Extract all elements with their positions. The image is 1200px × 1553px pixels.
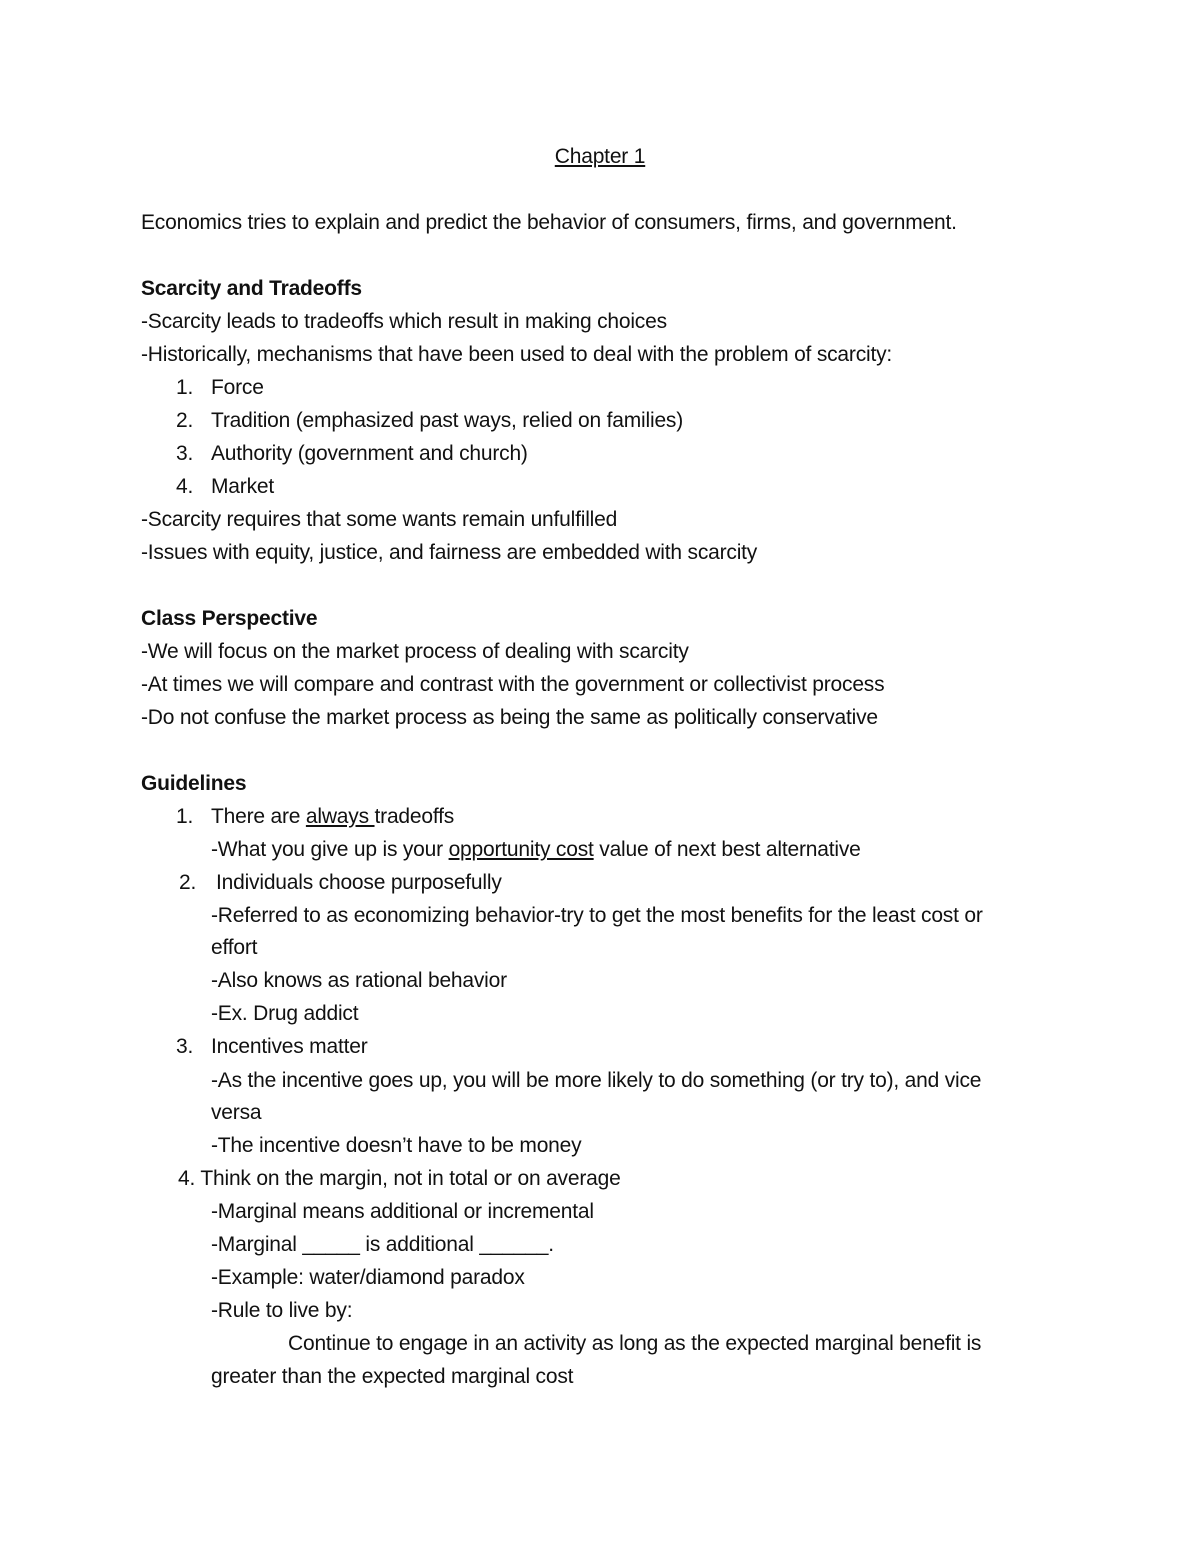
guideline-4: 4. Think on the margin, not in total or on average [178,1167,621,1190]
guideline-text: value of next best alternative [593,838,861,861]
list-number: 3. [176,1035,194,1058]
perspective-line: -At times we will compare and contrast with the government or collectivist process [141,673,885,696]
page-title: Chapter 1 [554,145,646,168]
guideline-2-sub: -Ex. Drug addict [211,1002,359,1025]
section-heading-class-perspective: Class Perspective [141,607,318,630]
guideline-text: There are [211,805,306,828]
guideline-4-sub: -Marginal means additional or incremental [211,1200,594,1223]
scarcity-line: -Scarcity requires that some wants remain unfulfilled [141,508,618,531]
guideline-1 [211,804,454,830]
perspective-line: -Do not confuse the market process as being the same as politically conservative [141,706,878,729]
scarcity-line: -Historically, mechanisms that have been used to deal with the problem of scarcity: [141,343,893,366]
rule-text: Continue to engage in an activity as long as the expected marginal benefit is [288,1332,982,1355]
guideline-text: -What you give up is your [211,838,449,861]
scarcity-line: -Scarcity leads to tradeoffs which result in making choices [141,310,667,333]
guideline-text: tradeoffs [374,805,455,828]
guideline-3: Incentives matter [211,1035,368,1058]
list-item: Tradition (emphasized past ways, relied on families) [211,409,684,432]
guideline-3-sub: -The incentive doesn’t have to be money [211,1134,582,1157]
guideline-2: Individuals choose purposefully [216,871,502,894]
list-item: Market [211,475,274,498]
guideline-4-sub: -Marginal _____ is additional ______. [211,1233,554,1256]
guideline-4-sub: -Example: water/diamond paradox [211,1266,525,1289]
section-heading-scarcity: Scarcity and Tradeoffs [141,277,362,300]
list-number: 4. [176,475,194,498]
guideline-3-sub: -As the incentive goes up, you will be more likely to do something (or try to), and vice [211,1069,982,1092]
perspective-line: -We will focus on the market process of dealing with scarcity [141,640,689,663]
guideline-2-sub: -Also knows as rational behavior [211,969,507,992]
underlined-term: always [305,805,375,828]
underlined-term: opportunity cost [448,838,594,861]
guideline-2-sub: effort [211,936,258,959]
section-heading-guidelines: Guidelines [141,772,247,795]
list-item: Force [211,376,264,399]
list-item: Authority (government and church) [211,442,528,465]
scarcity-line: -Issues with equity, justice, and fairness are embedded with scarcity [141,541,758,564]
guideline-1-sub [211,837,861,863]
list-number: 2. [176,409,194,432]
guideline-2-sub: -Referred to as economizing behavior-try to get the most benefits for the least cost or [211,904,983,927]
list-number: 3. [176,442,194,465]
intro-paragraph: Economics tries to explain and predict the behavior of consumers, firms, and government. [141,211,957,234]
list-number: 1. [176,376,194,399]
guideline-4-sub: -Rule to live by: [211,1299,353,1322]
list-number: 2. [179,871,197,894]
rule-text: greater than the expected marginal cost [211,1365,574,1388]
guideline-3-sub: versa [211,1101,262,1124]
list-number: 1. [176,805,194,828]
